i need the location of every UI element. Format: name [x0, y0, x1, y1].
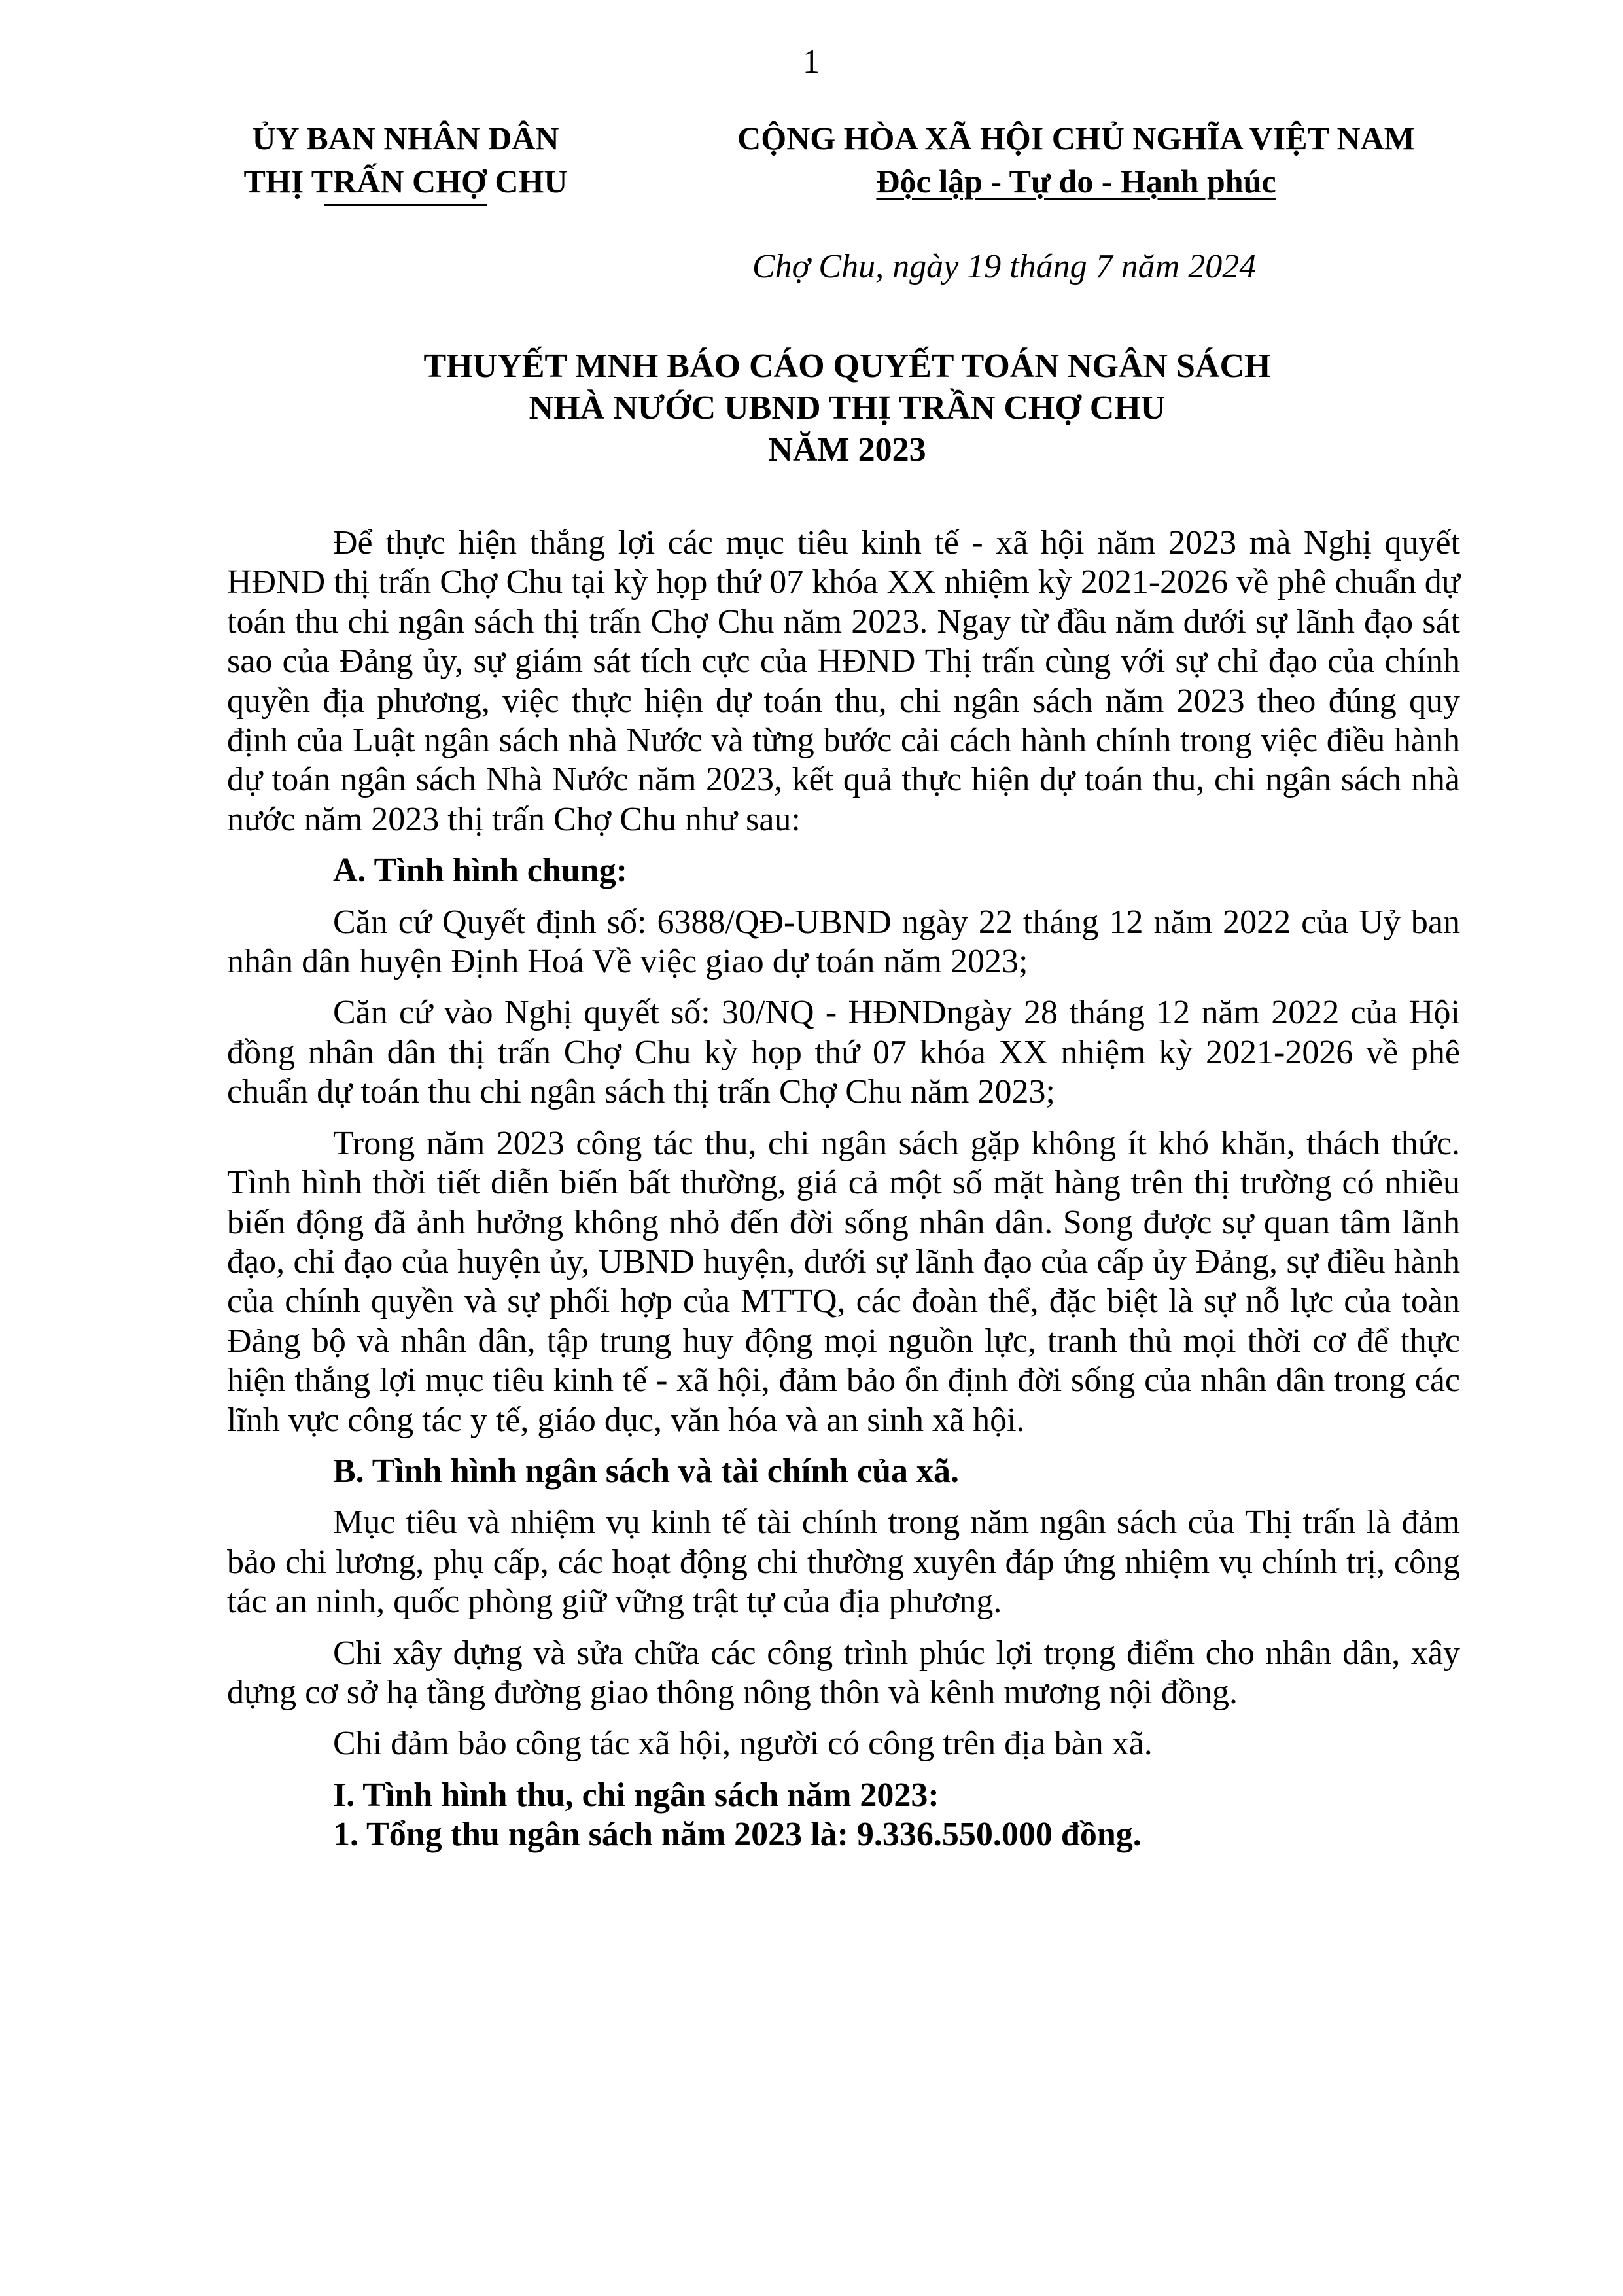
- document-title: [196, 345, 1498, 471]
- document-body: [227, 523, 1460, 1855]
- agency-line-2: THỊ TRẤN CHỢ CHU: [243, 163, 568, 200]
- title-line-2: NHÀ NƯỚC UBND THỊ TRẦN CHỢ CHU: [529, 389, 1166, 427]
- issuing-agency: [196, 116, 615, 206]
- total-revenue-heading: 1. Tổng thu ngân sách năm 2023 là: 9.336.550.000 đồng.: [333, 1816, 1142, 1854]
- social-paragraph: Chi đảm bảo công tác xã hội, người có công trên địa bàn xã.: [333, 1725, 1153, 1763]
- legal-basis-paragraph-2: Căn cứ vào Nghị quyết số: 30/NQ - HĐNDngày 28 tháng 12 năm 2022 của Hội đồng nhân dân thị trấn Chợ Chu kỳ họp thứ 07 khóa XX nhiệm kỳ 2021-2026 về phê chuẩn dự toán thu chi ngân sách thị trấn Chợ Chu năm 2023;: [227, 994, 1460, 1111]
- page-number: 1: [803, 43, 820, 80]
- objective-paragraph: Mục tiêu và nhiệm vụ kinh tế tài chính trong năm ngân sách của Thị trấn là đảm bảo chi lương, phụ cấp, các hoạt động chi thường xuyên đáp ứng nhiệm vụ chính trị, công tác an ninh, quốc phòng giữ vững trật tự của địa phương.: [227, 1504, 1460, 1621]
- agency-underline: [324, 204, 487, 206]
- section-a-heading: A. Tình hình chung:: [333, 852, 627, 890]
- national-header: [654, 116, 1498, 203]
- national-motto: Độc lập - Tự do - Hạnh phúc: [876, 163, 1276, 200]
- agency-line-1: ỦY BAN NHÂN DÂN: [252, 120, 559, 156]
- legal-basis-paragraph-1: Căn cứ Quyết định số: 6388/QĐ-UBND ngày 22 tháng 12 năm 2022 của Uỷ ban nhân dân huyện Định Hoá Về việc giao dự toán năm 2023;: [227, 903, 1460, 981]
- date-line: Chợ Chu, ngày 19 tháng 7 năm 2024: [752, 248, 1257, 285]
- construction-paragraph: Chi xây dựng và sửa chữa các công trình phúc lợi trọng điểm cho nhân dân, xây dựng cơ sở hạ tầng đường giao thông nông thôn và kênh mương nội đồng.: [227, 1634, 1460, 1711]
- section-i-heading: I. Tình hình thu, chi ngân sách năm 2023:: [333, 1776, 939, 1814]
- intro-paragraph: Để thực hiện thắng lợi các mục tiêu kinh tế - xã hội năm 2023 mà Nghị quyết HĐND thị trấn Chợ Chu tại kỳ họp thứ 07 khóa XX nhiệm kỳ 2021-2026 về phê chuẩn dự toán thu chi ngân sách thị trấn Chợ Chu năm 2023. Ngay từ đầu năm dưới sự lãnh đạo sát sao của Đảng ủy, sự giám sát tích cực của HĐND Thị trấn cùng với sự chỉ đạo của chính quyền địa phương, việc thực hiện dự toán thu, chi ngân sách năm 2023 theo đúng quy định của Luật ngân sách nhà Nước và từng bước cải cách hành chính trong việc điều hành dự toán ngân sách Nhà Nước năm 2023, kết quả thực hiện dự toán thu, chi ngân sách nhà nước năm 2023 thị trấn Chợ Chu như sau:: [227, 524, 1460, 838]
- title-line-3: NĂM 2023: [768, 431, 926, 468]
- title-line-1: THUYẾT MNH BÁO CÁO QUYẾT TOÁN NGÂN SÁCH: [423, 347, 1271, 385]
- nation-name: CỘNG HÒA XÃ HỘI CHỦ NGHĨA VIỆT NAM: [737, 120, 1415, 156]
- situation-paragraph: Trong năm 2023 công tác thu, chi ngân sách gặp không ít khó khăn, thách thức. Tình hình thời tiết diễn biến bất thường, giá cả một số mặt hàng trên thị trường có nhiều biến động đã ảnh hưởng không nhỏ đến đời sống nhân dân. Song được sự quan tâm lãnh đạo, chỉ đạo của huyện ủy, UBND huyện, dưới sự lãnh đạo của cấp ủy Đảng, sự điều hành của chính quyền và sự phối hợp của MTTQ, các đoàn thể, đặc biệt là sự nỗ lực của toàn Đảng bộ và nhân dân, tập trung huy động mọi nguồn lực, tranh thủ mọi thời cơ để thực hiện thắng lợi mục tiêu kinh tế - xã hội, đảm bảo ổn định đời sống của nhân dân trong các lĩnh vực công tác y tế, giáo dục, văn hóa và an sinh xã hội.: [227, 1124, 1460, 1439]
- section-b-heading: B. Tình hình ngân sách và tài chính của xã.: [333, 1452, 960, 1490]
